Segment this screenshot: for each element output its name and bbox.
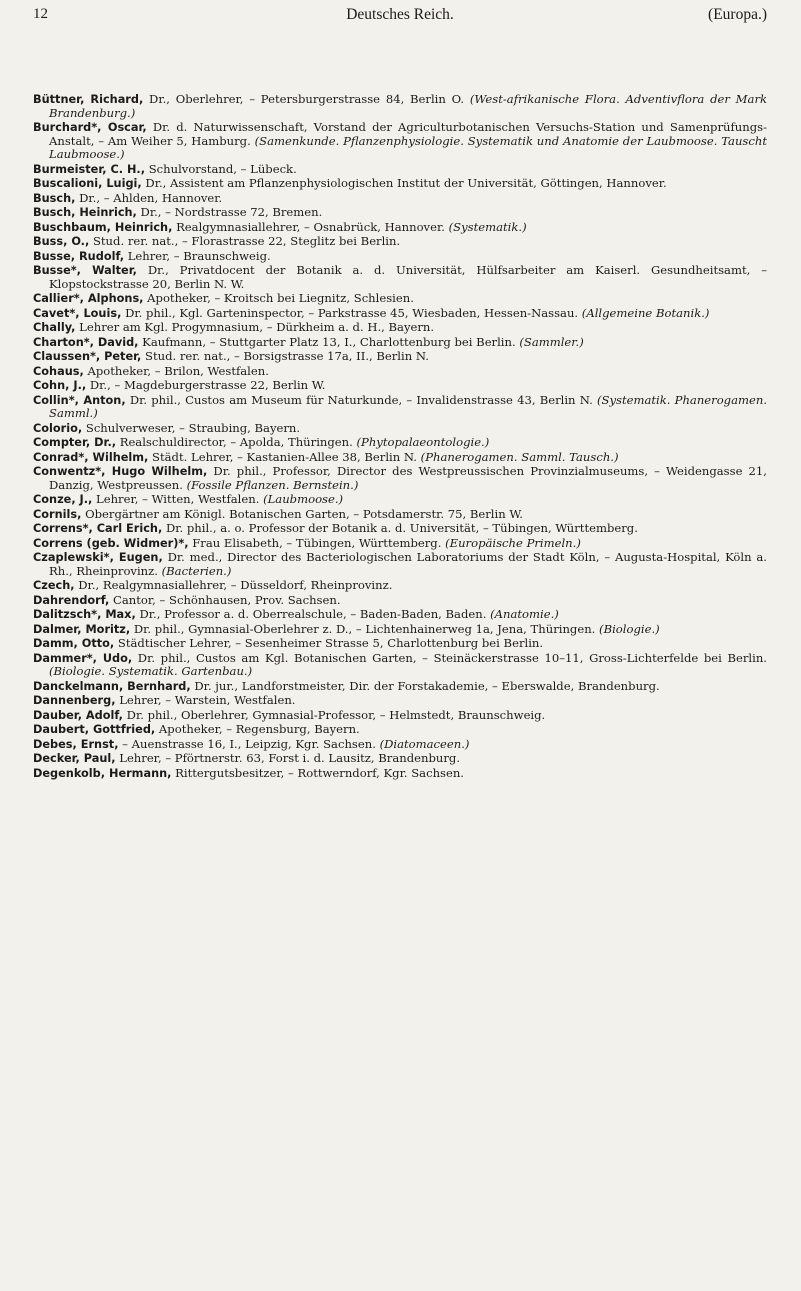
- directory-entry: [33, 436, 767, 450]
- entry-details: Apotheker, – Regensburg, Bayern.: [158, 722, 360, 736]
- directory-entry: [33, 307, 767, 321]
- specialty-note: (Bacterien.): [161, 563, 232, 578]
- entry-details: Cantor, – Schönhausen, Prov. Sachsen.: [113, 592, 341, 607]
- directory-entry: [33, 738, 767, 752]
- specialty-note: (Biologie.): [599, 621, 660, 636]
- running-title: Deutsches Reich.: [346, 6, 454, 23]
- entry-details: Dr., Assistent am Pflanzenphysiologischen Institut der Universität, Göttingen, Hannover.: [145, 176, 667, 190]
- entry-details: Schulverweser, – Straubing, Bayern.: [85, 420, 301, 435]
- directory-entry: [33, 221, 767, 235]
- person-name: Busse, Rudolf,: [33, 249, 125, 263]
- directory-entry: [33, 637, 767, 651]
- person-name: Damm, Otto,: [33, 637, 115, 650]
- directory-entry: [33, 350, 767, 364]
- person-name: Burchard*, Oscar,: [33, 121, 147, 134]
- person-name: Conze, J.,: [33, 493, 93, 506]
- specialty-note: (West-afrikanische Flora. Adventivflora der Mark Brandenburg.): [49, 92, 768, 120]
- entry-details: Dr. jur., Landforstmeister, Dir. der Forstakademie, – Eberswalde, Brandenburg.: [194, 678, 660, 693]
- directory-entry: [33, 579, 767, 593]
- entry-details: Schulvorstand, – Lübeck.: [148, 161, 297, 176]
- entry-details: Lehrer, – Braunschweig.: [127, 248, 271, 263]
- person-name: Burmeister, C. H.,: [33, 162, 146, 176]
- person-name: Busch, Heinrich,: [33, 206, 137, 219]
- entry-details: Rittergutsbesitzer, – Rottwerndorf, Kgr. Sachsen.: [175, 765, 464, 780]
- specialty-note: (Samenkunde. Pflanzenphysiologie. Systematik und Anatomie der Laubmoose. Tauscht Laubmoose.): [49, 133, 768, 161]
- specialty-note: (Anatomie.): [490, 607, 559, 621]
- entry-details: Dr., Oberlehrer, – Petersburgerstrasse 84, Berlin O.: [149, 92, 465, 106]
- directory-entry: [33, 336, 767, 350]
- directory-entry: [33, 321, 767, 335]
- person-name: Cohn, J.,: [33, 379, 87, 392]
- directory-entry: [33, 767, 767, 781]
- directory-entry: [33, 292, 767, 306]
- person-name: Dauber, Adolf,: [33, 708, 123, 722]
- person-name: Conwentz*, Hugo Wilhelm,: [33, 465, 208, 478]
- person-name: Compter, Dr.,: [33, 436, 117, 449]
- directory-entry: [33, 177, 767, 191]
- entry-details: Lehrer am Kgl. Progymnasium, – Dürkheim a. d. H., Bayern.: [79, 320, 435, 334]
- person-name: Decker, Paul,: [33, 752, 116, 765]
- person-name: Collin*, Anton,: [33, 393, 126, 407]
- entry-details: Städt. Lehrer, – Kastanien-Allee 38, Berlin N.: [152, 449, 417, 464]
- entry-details: Apotheker, – Brilon, Westfalen.: [87, 363, 269, 378]
- specialty-note: (Biologie. Systematik. Gartenbau.): [49, 664, 253, 678]
- directory-entry: [33, 508, 767, 522]
- specialty-note: (Phanerogamen. Samml. Tausch.): [420, 449, 619, 464]
- person-name: Dalitzsch*, Max,: [33, 608, 136, 621]
- person-name: Cavet*, Louis,: [33, 306, 122, 320]
- directory-entry: [33, 235, 767, 249]
- person-name: Czaplewski*, Eugen,: [33, 551, 163, 564]
- directory-entry: [33, 594, 767, 608]
- specialty-note: (Sammler.): [519, 334, 584, 349]
- person-name: Buscalioni, Luigi,: [33, 177, 142, 190]
- specialty-note: (Allgemeine Botanik.): [581, 305, 710, 320]
- person-name: Conrad*, Wilhelm,: [33, 450, 149, 464]
- person-name: Danckelmann, Bernhard,: [33, 679, 191, 693]
- directory-entry: [33, 206, 767, 220]
- entry-details: Dr., – Magdeburgerstrasse 22, Berlin W.: [89, 378, 326, 392]
- entry-details: Lehrer, – Witten, Westfalen.: [96, 492, 260, 506]
- specialty-note: (Systematik.): [448, 219, 527, 234]
- directory-entry: [33, 451, 767, 465]
- entry-details: Stud. rer. nat., – Borsigstrasse 17a, II., Berlin N.: [145, 349, 429, 363]
- entry-details: Dr. phil., Gymnasial-Oberlehrer z. D., – Lichtenhainerweg 1a, Jena, Thüringen.: [133, 621, 596, 636]
- entry-details: Apotheker, – Kroitsch bei Liegnitz, Schlesien.: [147, 291, 414, 305]
- person-name: Buss, O.,: [33, 235, 90, 248]
- person-name: Claussen*, Peter,: [33, 350, 142, 363]
- person-name: Debes, Ernst,: [33, 737, 119, 751]
- directory-entry: [33, 192, 767, 206]
- entry-details: Dr. d. Naturwissenschaft, Vorstand der Agriculturbotanischen Versuchs-Station und Samenprüfungs-Anstalt, – Am Weiher 5, Hamburg.: [49, 120, 767, 148]
- person-name: Dahrendorf,: [33, 593, 110, 607]
- person-name: Dalmer, Moritz,: [33, 622, 131, 636]
- directory-entry: [33, 709, 767, 723]
- entry-details: Lehrer, – Pförtnerstr. 63, Forst i. d. Lausitz, Brandenburg.: [119, 751, 461, 765]
- directory-entry: [33, 121, 767, 162]
- specialty-note: (Systematik. Phanerogamen. Samml.): [49, 392, 768, 420]
- directory-entry: [33, 422, 767, 436]
- directory-entry: [33, 752, 767, 766]
- entry-details: Realschuldirector, – Apolda, Thüringen.: [119, 435, 353, 449]
- directory-entry: [33, 723, 767, 737]
- person-name: Daubert, Gottfried,: [33, 723, 156, 736]
- specialty-note: (Phytopalaeontologie.): [356, 435, 490, 449]
- person-name: Colorio,: [33, 421, 83, 435]
- person-name: Büttner, Richard,: [33, 93, 144, 106]
- directory-entry: [33, 537, 767, 551]
- directory-entry: [33, 465, 767, 492]
- directory-entry: [33, 493, 767, 507]
- directory-entry: [33, 379, 767, 393]
- directory-entry: [33, 264, 767, 291]
- person-name: Correns (geb. Widmer)*,: [33, 536, 189, 550]
- directory-entry: [33, 551, 767, 578]
- specialty-note: (Laubmoose.): [263, 492, 344, 506]
- entry-details: Dr., – Nordstrasse 72, Bremen.: [140, 205, 323, 219]
- entry-details: Lehrer, – Warstein, Westfalen.: [119, 693, 296, 707]
- entry-details: Dr., Privatdocent der Botanik a. d. Universität, Hülfsarbeiter am Kaiserl. Gesundheitsamt, – Klopstockstrasse 20, Berlin N. W.: [49, 263, 767, 291]
- person-name: Czech,: [33, 579, 75, 592]
- directory-entry: [33, 694, 767, 708]
- specialty-note: (Europäische Primeln.): [445, 535, 581, 550]
- directory-entry: [33, 680, 767, 694]
- directory-entry: [33, 623, 767, 637]
- person-name: Degenkolb, Hermann,: [33, 766, 172, 780]
- directory-entry: [33, 93, 767, 120]
- person-name: Callier*, Alphons,: [33, 292, 144, 305]
- entry-details: Dr. phil., a. o. Professor der Botanik a. d. Universität, – Tübingen, Württemberg.: [165, 521, 638, 535]
- directory-entry: [33, 250, 767, 264]
- specialty-note: (Diatomaceen.): [379, 736, 470, 751]
- entry-details: Dr. phil., Kgl. Garteninspector, – Parkstrasse 45, Wiesbaden, Hessen-Nassau.: [125, 305, 579, 320]
- entry-details: Dr. phil., Professor, Director des Westpreussischen Provinzialmuseums, – Weidengasse 21, Danzig, Westpreussen.: [49, 464, 767, 492]
- entry-details: Frau Elisabeth, – Tübingen, Württemberg.: [192, 535, 442, 550]
- directory-entry: [33, 365, 767, 379]
- person-name: Charton*, David,: [33, 335, 139, 349]
- entry-details: Obergärtner am Königl. Botanischen Garten, – Potsdamerstr. 75, Berlin W.: [85, 506, 523, 521]
- entry-details: Dr. phil., Oberlehrer, Gymnasial-Professor, – Helmstedt, Braunschweig.: [126, 707, 546, 722]
- person-name: Buschbaum, Heinrich,: [33, 220, 173, 234]
- entry-details: Stud. rer. nat., – Florastrasse 22, Steglitz bei Berlin.: [92, 234, 401, 248]
- entry-details: Dr. phil., Custos am Museum für Naturkunde, – Invalidenstrasse 43, Berlin N.: [129, 392, 593, 407]
- entry-details: Dr., Realgymnasiallehrer, – Düsseldorf, Rheinprovinz.: [78, 578, 393, 592]
- entry-details: Dr., – Ahlden, Hannover.: [79, 190, 223, 205]
- region-label: (Europa.): [708, 6, 767, 23]
- entry-details: Kaufmann, – Stuttgarter Platz 13, I., Charlottenburg bei Berlin.: [142, 334, 516, 349]
- entry-details: Städtischer Lehrer, – Sesenheimer Strasse 5, Charlottenburg bei Berlin.: [117, 636, 544, 650]
- entry-details: – Auenstrasse 16, I., Leipzig, Kgr. Sachsen.: [122, 736, 376, 751]
- directory-entry: [33, 163, 767, 177]
- person-name: Chally,: [33, 321, 76, 334]
- person-name: Correns*, Carl Erich,: [33, 522, 163, 535]
- page-number: 12: [33, 6, 48, 22]
- person-name: Cornils,: [33, 507, 82, 521]
- person-name: Cohaus,: [33, 364, 84, 378]
- entry-details: Dr., Professor a. d. Oberrealschule, – Baden-Baden, Baden.: [139, 607, 487, 621]
- directory-entry: [33, 522, 767, 536]
- page-header: [33, 0, 767, 40]
- directory-entry: [33, 608, 767, 622]
- person-name: Busch,: [33, 191, 76, 205]
- entry-details: Dr. phil., Custos am Kgl. Botanischen Garten, – Steinäckerstrasse 10–11, Gross-Lichterfelde bei Berlin.: [137, 650, 767, 665]
- specialty-note: (Fossile Pflanzen. Bernstein.): [186, 477, 359, 492]
- directory-entry: [33, 394, 767, 421]
- person-name: Dammer*, Udo,: [33, 651, 133, 665]
- entry-details: Realgymnasiallehrer, – Osnabrück, Hannover.: [176, 219, 445, 234]
- entry-details: Dr. med., Director des Bacteriologischen Laboratoriums der Stadt Köln, – Augusta-Hospital, Köln a. Rh., Rheinprovinz.: [49, 550, 767, 578]
- directory-entry: [33, 652, 767, 679]
- directory-entries: [33, 93, 767, 780]
- person-name: Busse*, Walter,: [33, 264, 137, 277]
- person-name: Dannenberg,: [33, 694, 116, 707]
